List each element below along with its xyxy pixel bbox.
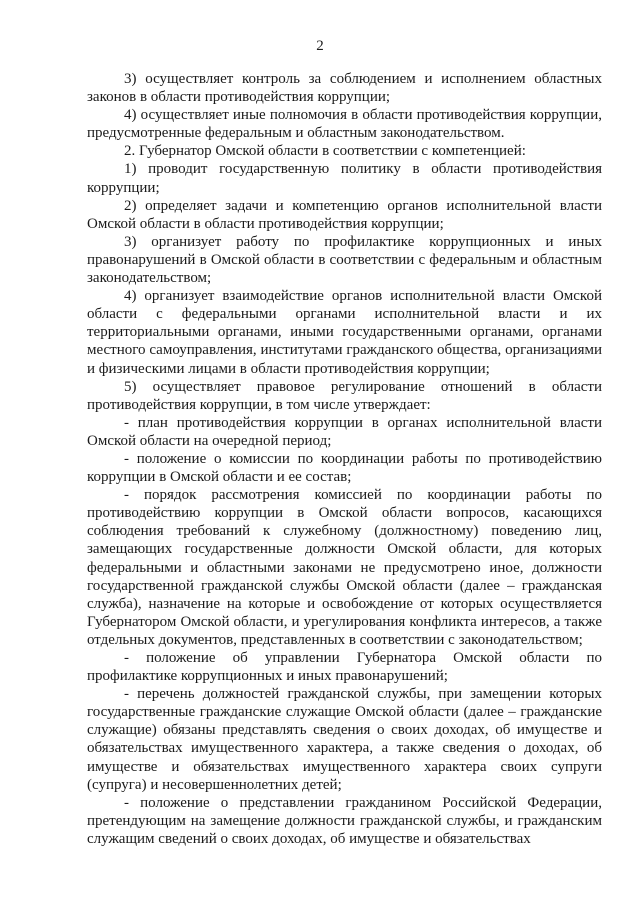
paragraph-item-4-other-powers: 4) осуществляет иные полномочия в области противодействия коррупции, предусмотренные федеральным и областным законодательством. [87, 107, 602, 142]
document-body [87, 70, 602, 848]
paragraph-item-5-legal-regulation: 5) осуществляет правовое регулирование отношений в области противодействия коррупции, в том числе утверждает: [87, 378, 602, 413]
paragraph-item-3-prevention: 3) организует работу по профилактике коррупционных и иных правонарушений в Омской области в соответствии с федеральным и областным законодательством; [87, 233, 602, 287]
paragraph-item-2-tasks: 2) определяет задачи и компетенцию органов исполнительной власти Омской области в области противодействия коррупции; [87, 197, 602, 232]
paragraph-governor-competence: 2. Губернатор Омской области в соответствии с компетенцией: [124, 143, 526, 160]
paragraph-dash-positions-list: - перечень должностей гражданской службы, при замещении которых государственные гражданские служащие Омской области (далее – гражданские служащие) обязаны представлять сведения о своих доходах, об имуществе и обязательствах имущественного характера, а также сведения о доходах, об имуществе и обязательствах имущественного характера своих супруги (супруга) и несовершеннолетних детей; [87, 686, 602, 793]
paragraph-dash-plan: - план противодействия коррупции в органах исполнительной власти Омской области на очередной период; [87, 414, 602, 449]
paragraph-item-3-control: 3) осуществляет контроль за соблюдением и исполнением областных законов в области противодействия коррупции; [87, 71, 602, 106]
paragraph-dash-department-regulation: - положение об управлении Губернатора Омской области по профилактике коррупционных и иных правонарушений; [87, 650, 602, 685]
paragraph-dash-commission-regulation: - положение о комиссии по координации работы по противодействию коррупции в Омской области и ее состав; [87, 450, 602, 486]
paragraph-item-4-interaction: 4) организует взаимодействие органов исполнительной власти Омской области с федеральными органами исполнительной власти и их территориальными органами, иными государственными органами, органами местного самоуправления, институтами гражданского общества, организациями и физическими лицами в области противодействия коррупции; [87, 288, 602, 377]
paragraph-dash-income-disclosure: - положение о представлении гражданином Российской Федерации, претендующим на замещение должности гражданской службы, и гражданским служащим сведений о своих доходах, об имуществе и обязательствах [87, 794, 602, 847]
page-number: 2 [316, 38, 324, 54]
paragraph-dash-commission-procedure: - порядок рассмотрения комиссией по координации работы по противодействию коррупции в Омской области вопросов, касающихся соблюдения требований к служебному (должностному) поведению лиц, замещающих государственные должности Омской области, для которых федеральными и областными законами не предусмотрено иное, должности государственной гражданской службы Омской области (далее – гражданская служба), назначение на которые и освобождение от которых осуществляется Губернатором Омской области, и урегулирования конфликта интересов, а также отдельных документов, представленных в соответствии с законодательством; [87, 487, 602, 648]
paragraph-item-1-state-policy: 1) проводит государственную политику в области противодействия коррупции; [87, 161, 602, 196]
